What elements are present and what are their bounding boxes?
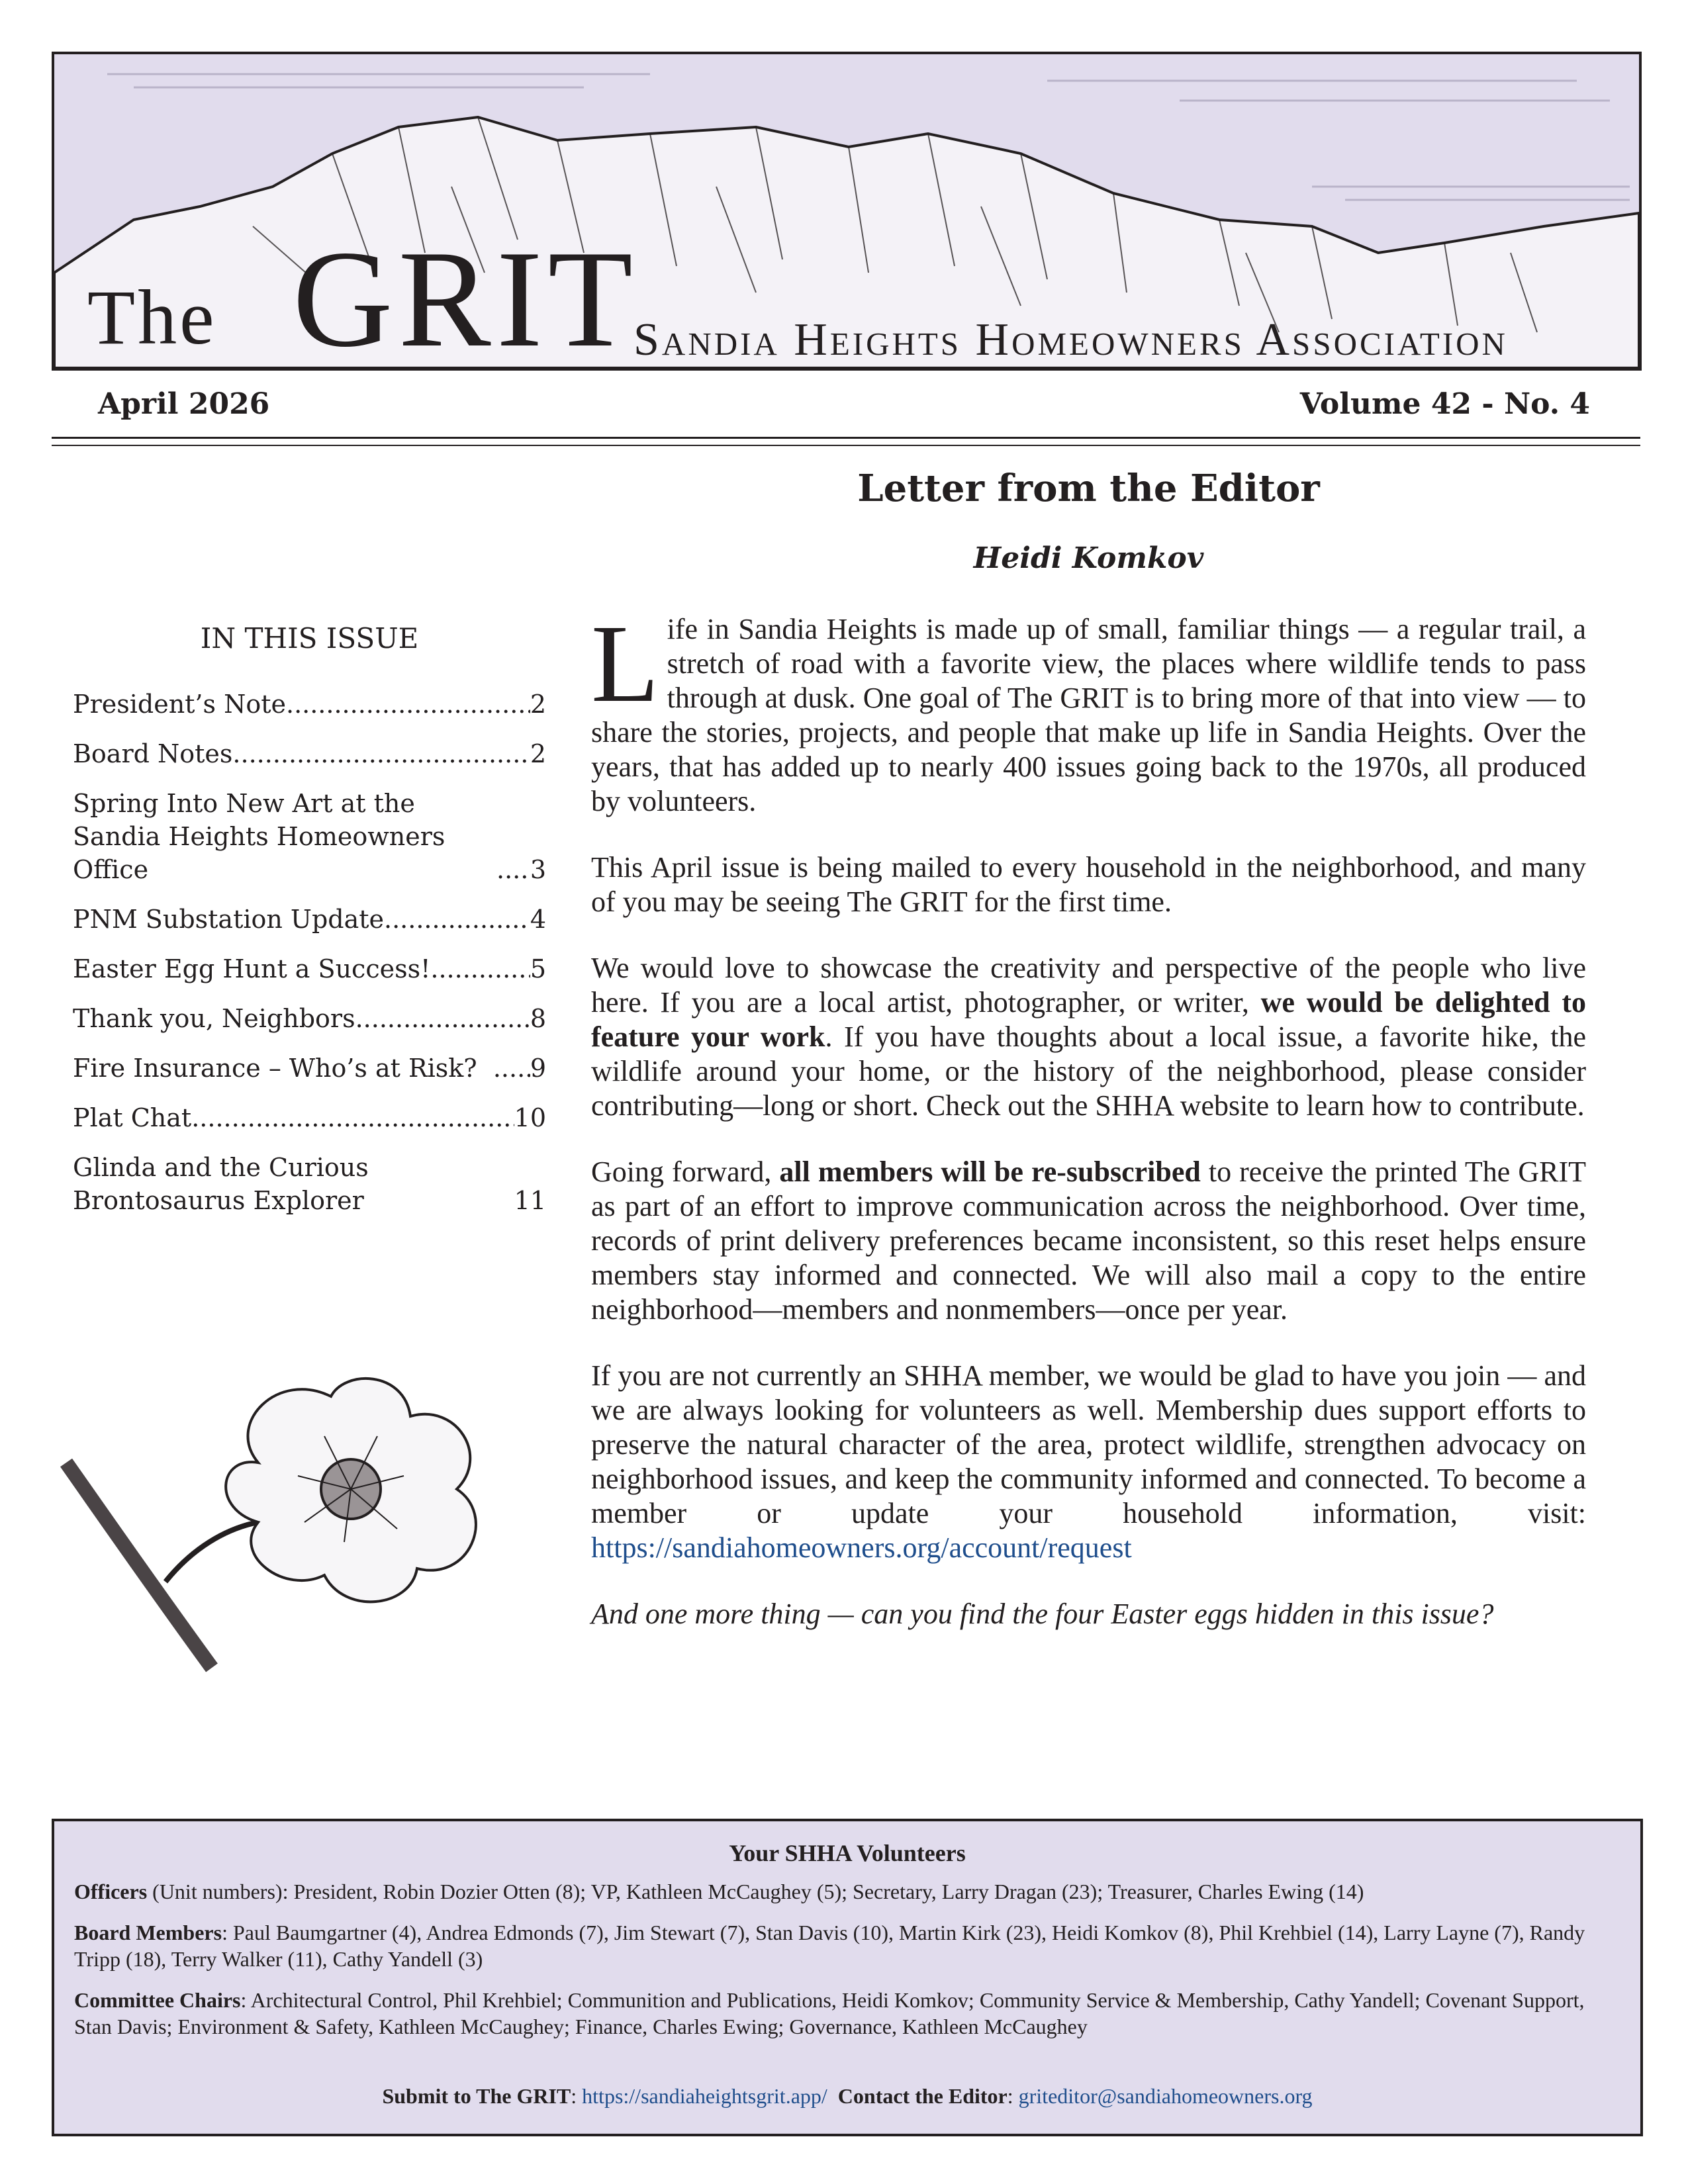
toc-heading: IN THIS ISSUE [200, 622, 419, 655]
toc-page: 10 [514, 1103, 546, 1132]
toc-label: Plat Chat [73, 1103, 192, 1132]
paragraph [591, 1359, 1586, 1565]
divider [52, 437, 1640, 439]
paragraph [591, 602, 1586, 819]
toc-item[interactable] [73, 688, 546, 721]
masthead-association: Sandia Heights Homeowners Association [633, 314, 1508, 365]
officers [74, 1878, 1620, 1905]
text: : Architectural Control, Phil Krehbiel; Communition and Publications, Heidi Komkov; Community Service & Membership, Cathy Yandell; Covenant Support, Stan Davis; Environment & Safety, Kathleen McCaughey; Finance, Charles Ewing; Governance, Kathleen McCaughey [74, 1988, 1585, 2038]
drop-cap: L [591, 602, 659, 725]
toc-page: 5 [530, 954, 546, 983]
toc-page: 2 [530, 739, 546, 768]
emphasis: we would be delighted to feature your work [591, 986, 1586, 1053]
toc-page: 8 [530, 1004, 546, 1033]
paragraph-text: . If you have thoughts about a local issue, a favorite hike, the wildlife around your home, or the history of the neighborhood, please consider contributing—long or short. Check out the SHHA website to learn how to contribute. [591, 1021, 1586, 1122]
paragraph-text: to receive the printed The GRIT as part of an effort to improve communication across the neighborhood. Over time, records of print delivery preferences became inconsistent, so this reset helps ensure members stay informed and connected. We will also mail a copy to the entire neighborhood—members and nonmembers—once per year. [591, 1156, 1586, 1326]
volunteers-heading: Your SHHA Volunteers [729, 1840, 966, 1866]
divider [52, 445, 1640, 446]
toc-page: 9 [530, 1054, 546, 1083]
text: (Unit numbers): President, Robin Dozier Otten (8); VP, Kathleen McCaughey (5); Secretary, Larry Dragan (23); Treasurer, Charles Ewing (14) [147, 1880, 1364, 1903]
label: Officers [74, 1880, 148, 1903]
paragraph [591, 1155, 1586, 1327]
toc-label: Fire Insurance – Who’s at Risk? [73, 1054, 493, 1083]
toc-label: Easter Egg Hunt a Success! [73, 954, 431, 983]
toc-item[interactable] [73, 952, 546, 985]
masthead-title: GRIT [293, 222, 638, 371]
blossom-illustration [60, 1330, 536, 1674]
paragraph-text: We would love to showcase the creativity and perspective of the people who live here. If you are a local artist, photographer, or writer, [591, 952, 1586, 1019]
editor-email-link[interactable]: griteditor@sandiahomeowners.org [1018, 2084, 1313, 2108]
toc-item[interactable] [73, 1151, 546, 1217]
masthead-the: The [87, 274, 217, 361]
committee-chairs [74, 1987, 1620, 2040]
paragraph-text: If you are not currently an SHHA member, we would be glad to have you join — and we are always looking for volunteers as well. Membership dues support efforts to preserve the natural character of the area, protect wildlife, strengthen advocacy on neighborhood issues, and keep the community informed and connected. To become a member or update your household information, visit: [591, 1359, 1586, 1529]
label: Contact the Editor [837, 2084, 1008, 2108]
toc-page: 11 [514, 1186, 546, 1215]
toc-label: President’s Note [73, 690, 286, 719]
text: : Paul Baumgartner (4), Andrea Edmonds (7), Jim Stewart (7), Stan Davis (10), Martin Kirk (23), Heidi Komkov (8), Phil Krehbiel (14), Larry Layne (7), Randy Tripp (18), Terry Walker (11), Cathy Yandell (3) [74, 1921, 1585, 1971]
toc-item[interactable] [73, 737, 546, 770]
toc-item[interactable] [73, 1052, 546, 1085]
toc-item[interactable] [73, 787, 546, 886]
article-title: Letter from the Editor [857, 467, 1320, 510]
paragraph: This April issue is being mailed to every household in the neighborhood, and many of you may be seeing The GRIT for the first time. [591, 851, 1586, 918]
toc-page: 3 [530, 855, 546, 884]
toc-label: Spring Into New Art at the Sandia Heights Homeowners Office [73, 789, 445, 884]
masthead-banner [52, 52, 1642, 371]
paragraph-text: Going forward, [591, 1156, 780, 1188]
issue-volume: Volume 42 - No. 4 [1299, 387, 1590, 421]
article-author: Heidi Komkov [973, 541, 1204, 575]
label: Committee Chairs [74, 1988, 241, 2012]
paragraph: And one more thing — can you find the four Easter eggs hidden in this issue? [591, 1598, 1494, 1630]
volunteers-box [52, 1819, 1643, 2136]
issue-date: April 2026 [98, 387, 270, 421]
toc-label: Thank you, Neighbors [73, 1004, 355, 1033]
issue-line [98, 387, 1590, 421]
toc-page: 2 [530, 690, 546, 719]
submit-line: Submit to The GRIT: https://sandiaheightsgrit.app/ Contact the Editor: griteditor@sandiahomeowners.org [382, 2084, 1313, 2108]
table-of-contents [73, 622, 546, 1234]
board-members [74, 1919, 1620, 1972]
toc-label: Board Notes [73, 739, 233, 768]
membership-link[interactable]: https://sandiahomeowners.org/account/request [591, 1531, 1132, 1564]
label: Submit to The GRIT [382, 2084, 571, 2108]
label: Board Members [74, 1921, 222, 1944]
paragraph-text: ife in Sandia Heights is made up of small, familiar things — a regular trail, a stretch of road with a favorite view, the places where wildlife tends to pass through at dusk. One goal of The GRIT is to bring more of that into view — to share the stories, projects, and people that make up life in Sandia Heights. Over the years, that has added up to nearly 400 issues going back to the 1970s, all produced by volunteers. [591, 613, 1586, 817]
toc-item[interactable] [73, 1002, 546, 1035]
toc-label: PNM Substation Update [73, 905, 385, 934]
toc-item[interactable] [73, 1101, 546, 1134]
article-body [591, 602, 1586, 1663]
emphasis: all members will be re-subscribed [779, 1156, 1201, 1188]
submit-link[interactable]: https://sandiaheightsgrit.app/ [582, 2084, 827, 2108]
paragraph [591, 951, 1586, 1123]
toc-label: Glinda and the Curious Brontosaurus Explorer [73, 1153, 369, 1215]
toc-page: 4 [530, 905, 546, 934]
toc-item[interactable] [73, 903, 546, 936]
